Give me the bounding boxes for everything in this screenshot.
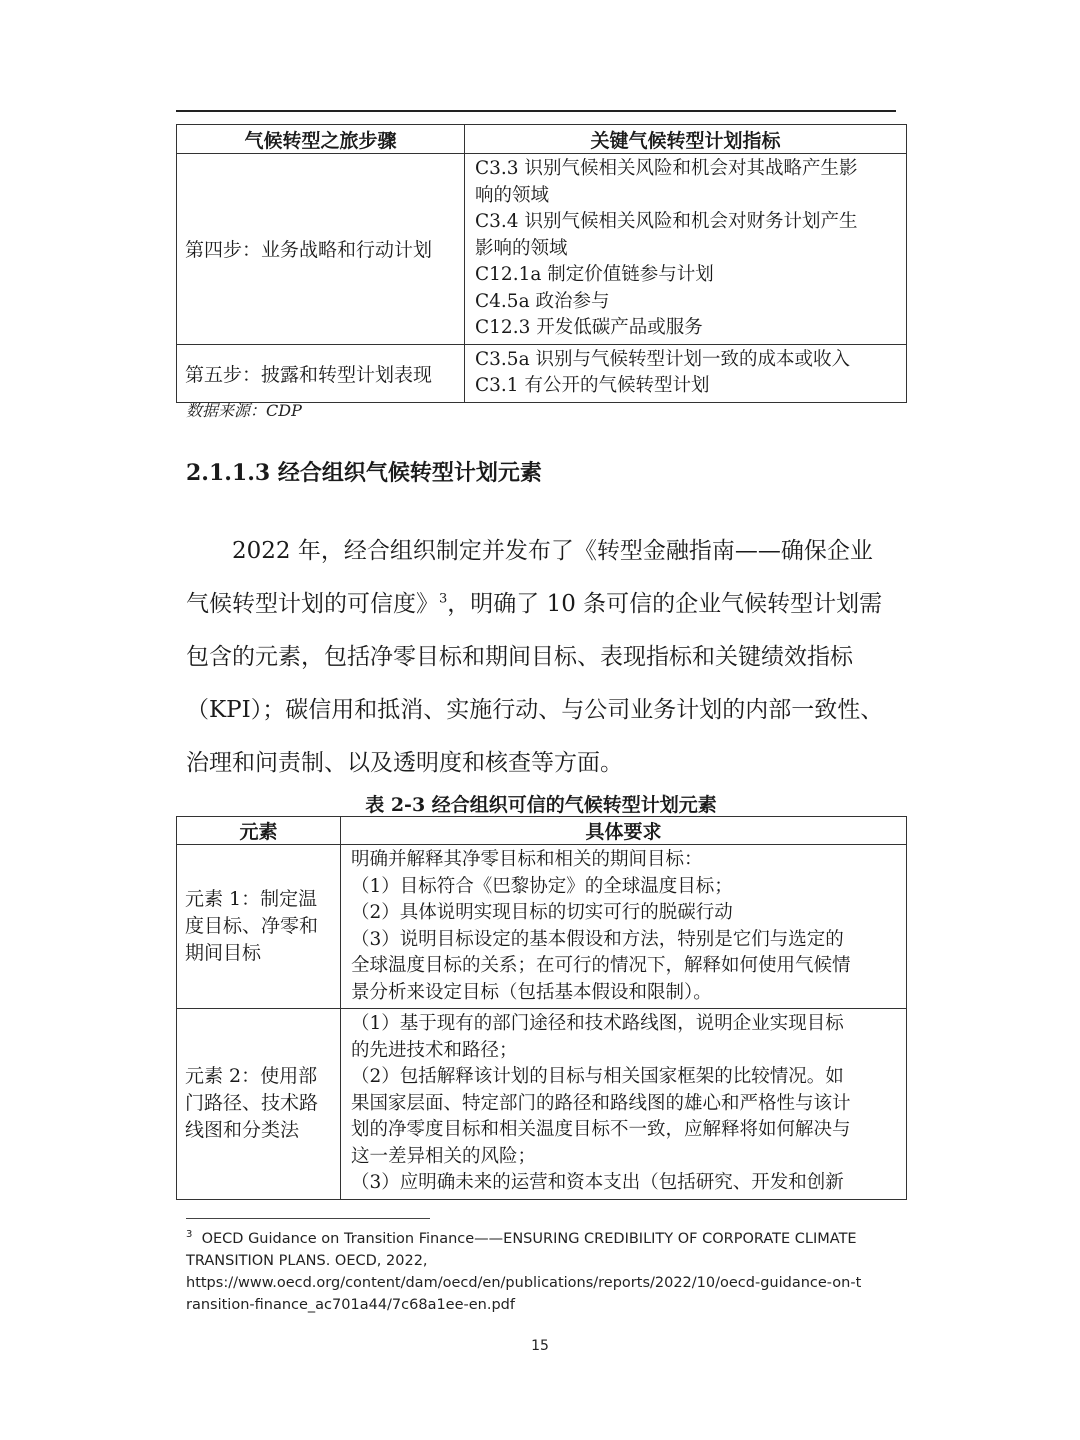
requirement-line: 的先进技术和路径； [351, 1039, 518, 1061]
column-header-step: 气候转型之旅步骤 [177, 125, 465, 154]
indicator-line: C12.1a 制定价值链参与计划 [475, 264, 714, 285]
element-line: 元素 2：使用部 [185, 1065, 318, 1088]
element-cell [177, 1009, 341, 1200]
requirements-cell [341, 1009, 907, 1200]
indicator-line: C4.5a 政治参与 [475, 290, 610, 312]
footnote-line [186, 1228, 906, 1250]
indicator-line: 影响的领域 [475, 237, 568, 259]
paragraph-line: （KPI）；碳信用和抵消、实施行动、与公司业务计划的内部一致性、 [186, 697, 884, 723]
requirement-line: 全球温度目标的关系；在可行的情况下，解释如何使用气候情 [351, 955, 851, 976]
element-line: 元素 1：制定温 [185, 888, 318, 910]
paragraph-line: 治理和问责制、以及透明度和核查等方面。 [186, 750, 623, 776]
indicator-line: C3.3 识别气候相关风险和机会对其战略产生影 [475, 158, 858, 179]
footnote-reference: 3 [439, 591, 448, 607]
paragraph-line-text: 气候转型计划的可信度》 [186, 591, 439, 617]
footnote-text: OECD Guidance on Transition Finance——ENSURING CREDIBILITY OF CORPORATE CLIMATE [201, 1231, 857, 1247]
element-line: 线图和分类法 [185, 1119, 300, 1142]
body-paragraph [186, 528, 898, 793]
table-row [177, 1009, 907, 1200]
column-header-element: 元素 [177, 817, 341, 845]
requirement-line: （2）具体说明实现目标的切实可行的脱碳行动 [351, 902, 733, 923]
indicator-line: C12.3 开发低碳产品或服务 [475, 317, 703, 338]
paragraph-line [186, 581, 898, 634]
column-header-requirements: 具体要求 [341, 817, 907, 845]
requirement-line: （1）基于现有的部门途径和技术路线图，说明企业实现目标 [351, 1013, 844, 1034]
requirement-line: （3）说明目标设定的基本假设和方法，特别是它们与选定的 [351, 928, 844, 950]
data-source-note: 数据来源：CDP [186, 401, 302, 420]
table-row [177, 845, 907, 1009]
table-row [177, 344, 907, 402]
requirement-line: 这一差异相关的风险； [351, 1145, 537, 1167]
paragraph-line: 包含的元素，包括净零目标和期间目标、表现指标和关键绩效指标 [186, 644, 853, 670]
indicator-line: 响的领域 [475, 184, 550, 206]
requirement-line: 景分析来设定目标（包括基本假设和限制）。 [351, 981, 712, 1003]
requirements-cell [341, 845, 907, 1009]
element-line: 期间目标 [185, 942, 262, 964]
transition-steps-table [176, 124, 907, 403]
requirement-line: 划的净零度目标和相关温度目标不一致，应解释将如何解决与 [351, 1119, 851, 1140]
indicators-cell [465, 154, 907, 345]
requirement-line: 果国家层面、特定部门的路径和路线图的雄心和严格性与该计 [351, 1092, 851, 1114]
step-cell: 第五步：披露和转型计划表现 [177, 344, 465, 402]
paragraph-line-text: ，明确了 10 条可信的企业气候转型计划需 [447, 591, 883, 617]
footnote [186, 1228, 906, 1316]
footnote-marker: 3 [186, 1229, 193, 1241]
table-row [177, 154, 907, 345]
indicator-line: C3.4 识别气候相关风险和机会对财务计划产生 [475, 211, 858, 232]
footnote-url-line[interactable]: https://www.oecd.org/content/dam/oecd/en/publications/reports/2022/10/oecd-guidance-on-t [186, 1275, 862, 1291]
table-caption: 表 2-3 经合组织可信的气候转型计划元素 [365, 794, 717, 816]
requirement-line: 明确并解释其净零目标和相关的期间目标： [351, 849, 703, 870]
table-header-row [177, 817, 907, 845]
table-header-row [177, 125, 907, 154]
step-cell: 第四步：业务战略和行动计划 [177, 154, 465, 345]
indicator-line: C3.1 有公开的气候转型计划 [475, 375, 710, 396]
indicators-cell [465, 344, 907, 402]
oecd-elements-table [176, 816, 907, 1200]
requirement-line: （2）包括解释该计划的目标与相关国家框架的比较情况。如 [351, 1066, 844, 1087]
element-line: 门路径、技术路 [185, 1092, 319, 1115]
footnote-line: TRANSITION PLANS. OECD, 2022, [186, 1253, 428, 1269]
footnote-separator [186, 1218, 430, 1219]
page-number: 15 [531, 1338, 549, 1354]
requirement-line: （1）目标符合《巴黎协定》的全球温度目标； [351, 875, 733, 897]
paragraph-line: 2022 年，经合组织制定并发布了《转型金融指南——确保企业 [232, 538, 873, 564]
indicator-line: C3.5a 识别与气候转型计划一致的成本或收入 [475, 348, 850, 370]
column-header-indicators: 关键气候转型计划指标 [465, 125, 907, 154]
section-heading: 2.1.1.3 经合组织气候转型计划元素 [186, 460, 542, 486]
header-rule [176, 110, 896, 112]
requirement-line: （3）应明确未来的运营和资本支出（包括研究、开发和创新 [351, 1172, 844, 1193]
element-cell [177, 845, 341, 1009]
element-line: 度目标、净零和 [185, 915, 319, 937]
footnote-url-line[interactable]: ransition-finance_ac701a44/7c68a1ee-en.pdf [186, 1297, 515, 1313]
